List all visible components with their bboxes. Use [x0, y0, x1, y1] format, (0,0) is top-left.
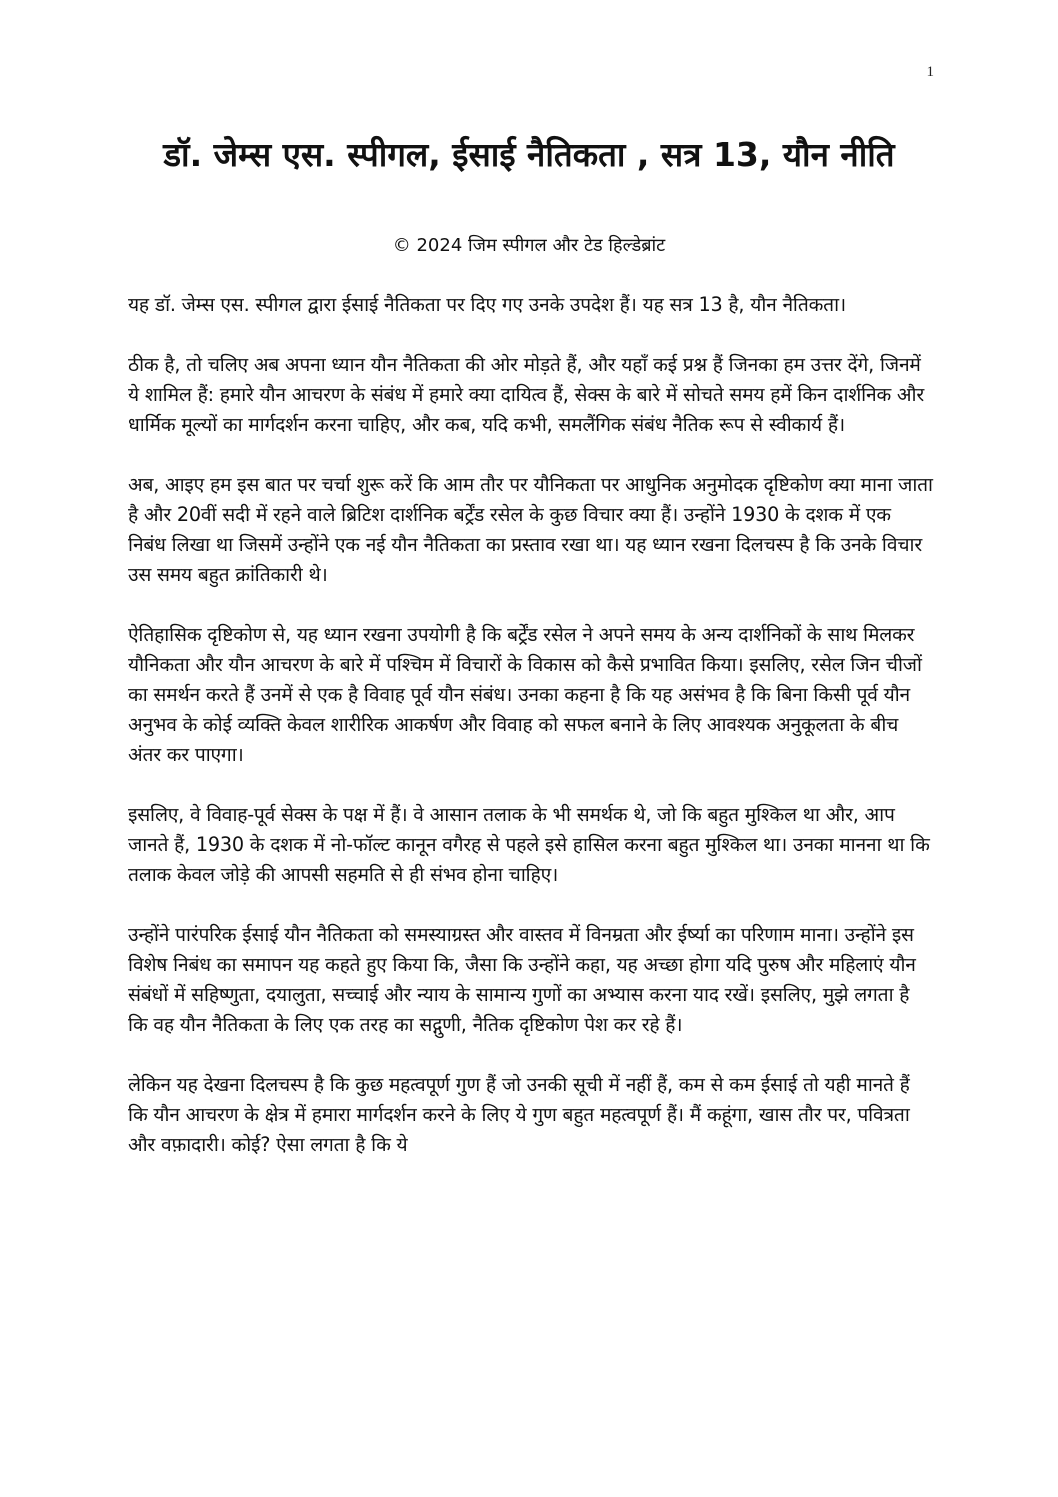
- paragraph-1: यह डॉ. जेम्स एस. स्पीगल द्वारा ईसाई नैतिकता पर दिए गए उनके उपदेश हैं। यह सत्र 13 है, यौन नैतिकता।: [128, 293, 846, 316]
- document-title: डॉ. जेम्स एस. स्पीगल, ईसाई नैतिकता , सत्र 13, यौन नीति: [163, 135, 895, 174]
- paragraph-4: ऐतिहासिक दृष्टिकोण से, यह ध्यान रखना उपयोगी है कि बर्ट्रेंड रसेल ने अपने समय के अन्य दार्शनिकों के साथ मिलकर यौनिकता और यौन आचरण के बारे में पश्चिम में विचारों के विकास को कैसे प्रभावित किया। इसलिए, रसेल जिन चीजों का समर्थन करते हैं उनमें से एक है विवाह पूर्व यौन संबंध। उनका कहना है कि यह असंभव है कि बिना किसी पूर्व यौन अनुभव के कोई व्यक्ति केवल शारीरिक आकर्षण और विवाह को सफल बनाने के लिए आवश्यक अनुकूलता के बीच अंतर कर पाएगा।: [128, 623, 922, 766]
- paragraph-3: अब, आइए हम इस बात पर चर्चा शुरू करें कि आम तौर पर यौनिकता पर आधुनिक अनुमोदक दृष्टिकोण क्या माना जाता है और 20वीं सदी में रहने वाले ब्रिटिश दार्शनिक बर्ट्रेंड रसेल के कुछ विचार क्या हैं। उन्होंने 1930 के दशक में एक निबंध लिखा था जिसमें उन्होंने एक नई यौन नैतिकता का प्रस्ताव रखा था। यह ध्यान रखना दिलचस्प है कि उनके विचार उस समय बहुत क्रांतिकारी थे।: [128, 473, 933, 586]
- paragraph-7: लेकिन यह देखना दिलचस्प है कि कुछ महत्वपूर्ण गुण हैं जो उनकी सूची में नहीं हैं, कम से कम ईसाई तो यही मानते हैं कि यौन आचरण के क्षेत्र में हमारा मार्गदर्शन करने के लिए ये गुण बहुत महत्वपूर्ण हैं। मैं कहूंगा, खास तौर पर, पवित्रता और वफ़ादारी। कोई? ऐसा लगता है कि ये: [128, 1073, 910, 1156]
- paragraph-2: ठीक है, तो चलिए अब अपना ध्यान यौन नैतिकता की ओर मोड़ते हैं, और यहाँ कई प्रश्न हैं जिनका हम उत्तर देंगे, जिनमें ये शामिल हैं: हमारे यौन आचरण के संबंध में हमारे क्या दायित्व हैं, सेक्स के बारे में सोचते समय हमें किन दार्शनिक और धार्मिक मूल्यों का मार्गदर्शन करना चाहिए, और कब, यदि कभी, समलैंगिक संबंध नैतिक रूप से स्वीकार्य हैं।: [128, 353, 925, 436]
- document-body: [128, 290, 933, 1190]
- page-number: 1: [926, 64, 934, 80]
- paragraph-6: उन्होंने पारंपरिक ईसाई यौन नैतिकता को समस्याग्रस्त और वास्तव में विनम्रता और ईर्ष्या का परिणाम माना। उन्होंने इस विशेष निबंध का समापन यह कहते हुए किया कि, जैसा कि उन्होंने कहा, यह अच्छा होगा यदि पुरुष और महिलाएं यौन संबंधों में सहिष्णुता, दयालुता, सच्चाई और न्याय के सामान्य गुणों का अभ्यास करना याद रखें। इसलिए, मुझे लगता है कि वह यौन नैतिकता के लिए एक तरह का सद्गुणी, नैतिक दृष्टिकोण पेश कर रहे हैं।: [128, 923, 916, 1036]
- copyright-line: © 2024 जिम स्पीगल और टेड हिल्डेब्रांट: [392, 235, 666, 256]
- paragraph-5: इसलिए, वे विवाह-पूर्व सेक्स के पक्ष में हैं। वे आसान तलाक के भी समर्थक थे, जो कि बहुत मुश्किल था और, आप जानते हैं, 1930 के दशक में नो-फॉल्ट कानून वगैरह से पहले इसे हासिल करना बहुत मुश्किल था। उनका मानना था कि तलाक केवल जोड़े की आपसी सहमति से ही संभव होना चाहिए।: [128, 803, 930, 886]
